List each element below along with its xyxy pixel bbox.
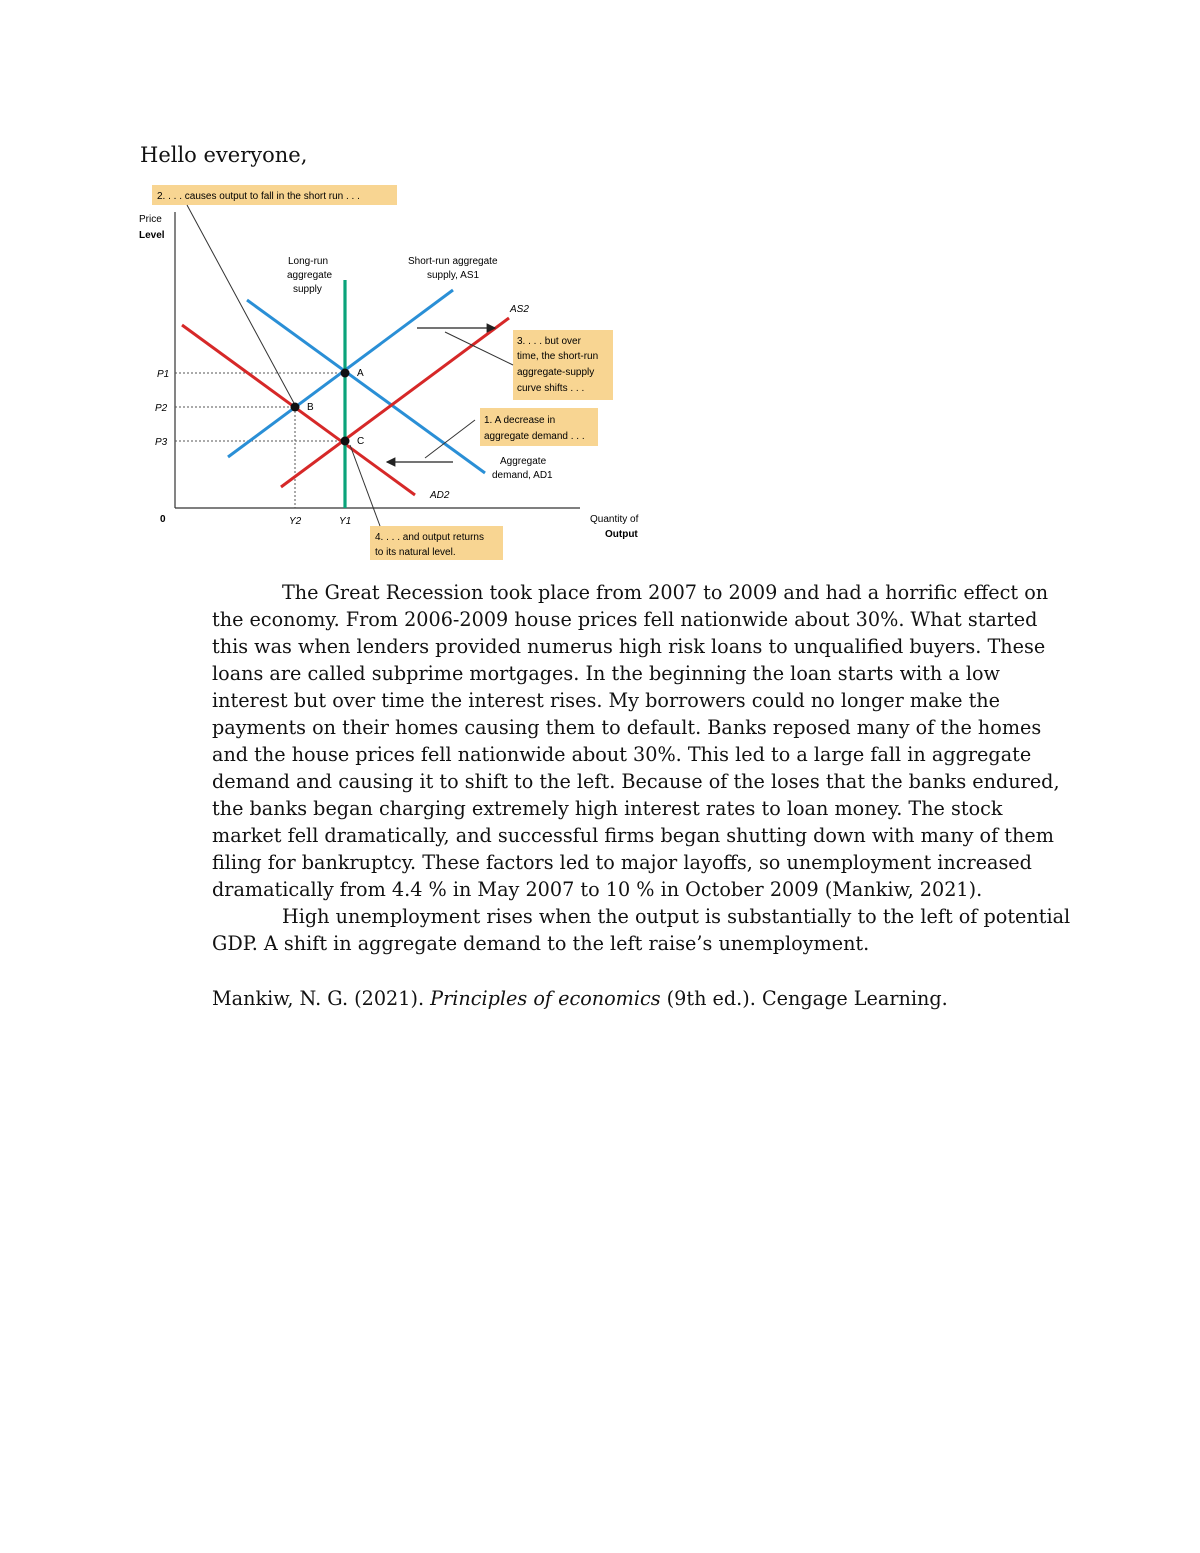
reference-publisher: (9th ed.). Cengage Learning. <box>660 987 948 1010</box>
reference <box>212 985 948 1012</box>
sras1-label-2: supply, AS1 <box>427 270 480 281</box>
reference-title: Principles of economics <box>430 987 661 1010</box>
ad2-label: AD2 <box>430 490 450 501</box>
curve-ad2 <box>182 325 415 495</box>
arrow-note1 <box>425 420 475 458</box>
point-a-label: A <box>357 368 364 379</box>
x-axis-label-1: Quantity of <box>590 514 639 525</box>
point-b-label: B <box>307 402 314 413</box>
note3-text-2: time, the short-run <box>517 351 599 362</box>
point-a <box>341 369 350 378</box>
origin-label: 0 <box>160 514 166 525</box>
lras-label-3: supply <box>293 284 322 295</box>
ad-as-figure <box>135 180 655 565</box>
as2-label: AS2 <box>510 304 529 315</box>
point-c <box>341 437 350 446</box>
note4-text-2: to its natural level. <box>375 547 456 558</box>
tick-p1: P1 <box>157 369 170 380</box>
note4-text-1: 4. . . . and output returns <box>375 532 484 543</box>
arrow-note2 <box>187 205 295 405</box>
note1-text-2: aggregate demand . . . <box>484 431 585 442</box>
ad1-label-2: demand, AD1 <box>492 470 553 481</box>
tick-y1: Y1 <box>339 516 352 527</box>
greeting: Hello everyone, <box>140 143 308 167</box>
note2-text: 2. . . . causes output to fall in the short run . . . <box>157 191 360 202</box>
reference-author: Mankiw, N. G. (2021). <box>212 987 431 1010</box>
x-axis-label-2: Output <box>605 529 638 540</box>
arrow-note3 <box>445 332 513 365</box>
lras-label-1: Long-run <box>288 256 329 267</box>
point-b <box>291 403 300 412</box>
ad1-label-1: Aggregate <box>500 456 547 467</box>
note3-text-3: aggregate-supply <box>517 367 595 378</box>
curve-ad1 <box>247 300 485 473</box>
sras1-label-1: Short-run aggregate <box>408 256 498 267</box>
paragraph: The Great Recession took place from 2007 to 2009 and had a horrific effect on the economy. From 2006-2009 house prices fell nationwide about 30%. What started this was when lenders provided numerus high risk loans to unqualified buyers. These loans are called subprime mortgages. In the beginning the loan starts with a low interest but over time the interest rises. My borrowers could no longer make the payments on their homes causing them to default. Banks reposed many of the homes and the house prices fell nationwide about 30%. This led to a large fall in aggregate demand and causing it to shift to the left. Because of the loses that the banks endured, the banks began charging extremely high interest rates to loan money. The stock market fell dramatically, and successful firms began shutting down with many of them filing for bankruptcy. These factors led to major layoffs, so unemployment increased dramatically from 4.4 % in May 2007 to 10 % in October 2009 (Mankiw, 2021). <box>212 581 1060 901</box>
note3-text-1: 3. . . . but over <box>517 336 581 347</box>
tick-p3: P3 <box>155 437 168 448</box>
ad-as-chart <box>135 180 655 565</box>
note1-text-1: 1. A decrease in <box>484 415 556 426</box>
tick-p2: P2 <box>155 403 168 414</box>
curve-as1 <box>228 290 453 457</box>
y-axis-label-2: Level <box>139 230 165 241</box>
essay-body <box>212 579 1072 957</box>
tick-y2: Y2 <box>289 516 302 527</box>
paragraph: High unemployment rises when the output is substantially to the left of potential GDP. A shift in aggregate demand to the left raise’s unemployment. <box>212 905 1071 955</box>
note3-text-4: curve shifts . . . <box>517 383 585 394</box>
point-c-label: C <box>357 436 365 447</box>
lras-label-2: aggregate <box>287 270 333 281</box>
y-axis-label-1: Price <box>139 214 162 225</box>
